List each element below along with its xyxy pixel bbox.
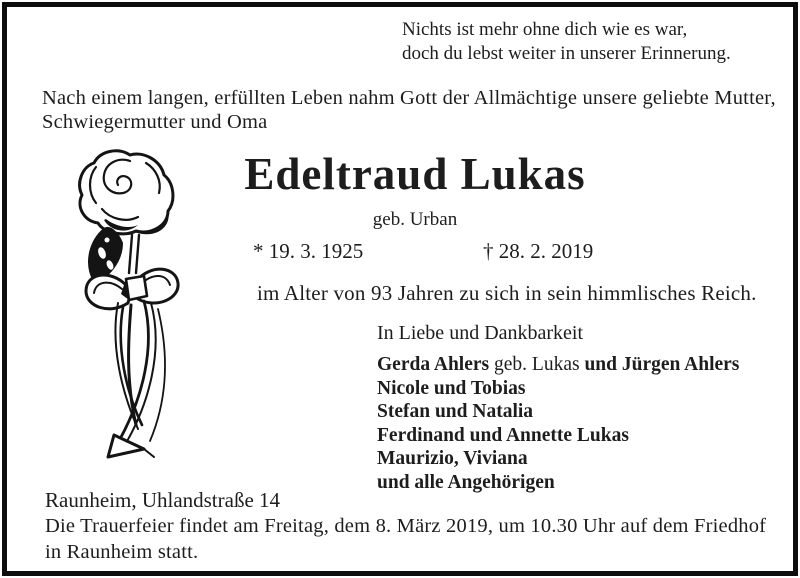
deceased-name: Edeltraud Lukas xyxy=(244,149,586,199)
birth-date: * 19. 3. 1925 xyxy=(253,239,364,263)
rose-illustration xyxy=(76,147,188,459)
closing-phrase: In Liebe und Dankbarkeit xyxy=(377,322,584,344)
intro-line-2: Schwiegermutter und Oma xyxy=(42,111,268,133)
mourner-line-2: Nicole und Tobias xyxy=(377,377,526,399)
mourner-plain-middle: geb. Lukas xyxy=(489,354,585,375)
mourner-line-3: Stefan und Natalia xyxy=(377,401,534,422)
age-line: im Alter von 93 Jahren zu sich in sein himmlisches Reich. xyxy=(257,281,757,305)
mourner-line-1 xyxy=(377,353,739,377)
intro-paragraph xyxy=(42,86,776,134)
mourner-bold-tail: und Jürgen Ahlers xyxy=(584,354,740,375)
epigraph-line-2: doch du lebst weiter in unserer Erinnerung. xyxy=(402,43,731,64)
epigraph xyxy=(402,18,731,66)
funeral-line-1: Die Trauerfeier findet am Freitag, dem 8. März 2019, um 10.30 Uhr auf dem Friedhof xyxy=(45,515,767,537)
funeral-info xyxy=(45,514,766,565)
epigraph-line-1: Nichts ist mehr ohne dich wie es war, xyxy=(402,19,688,40)
funeral-line-2: in Raunheim statt. xyxy=(45,540,199,563)
address-line: Raunheim, Uhlandstraße 14 xyxy=(45,488,281,512)
intro-line-1: Nach einem langen, erfüllten Leben nahm Gott der Allmächtige unsere geliebte Mutter, xyxy=(42,87,776,109)
mourner-line-6: und alle Angehörigen xyxy=(377,471,555,493)
mourner-line-5: Maurizio, Viviana xyxy=(377,448,528,469)
death-date: † 28. 2. 2019 xyxy=(483,239,594,263)
maiden-name: geb. Urban xyxy=(372,209,458,230)
mourners-list xyxy=(377,353,739,494)
mourner-bold-lead: Gerda Ahlers xyxy=(377,354,490,375)
mourner-line-4: Ferdinand und Annette Lukas xyxy=(377,424,629,446)
